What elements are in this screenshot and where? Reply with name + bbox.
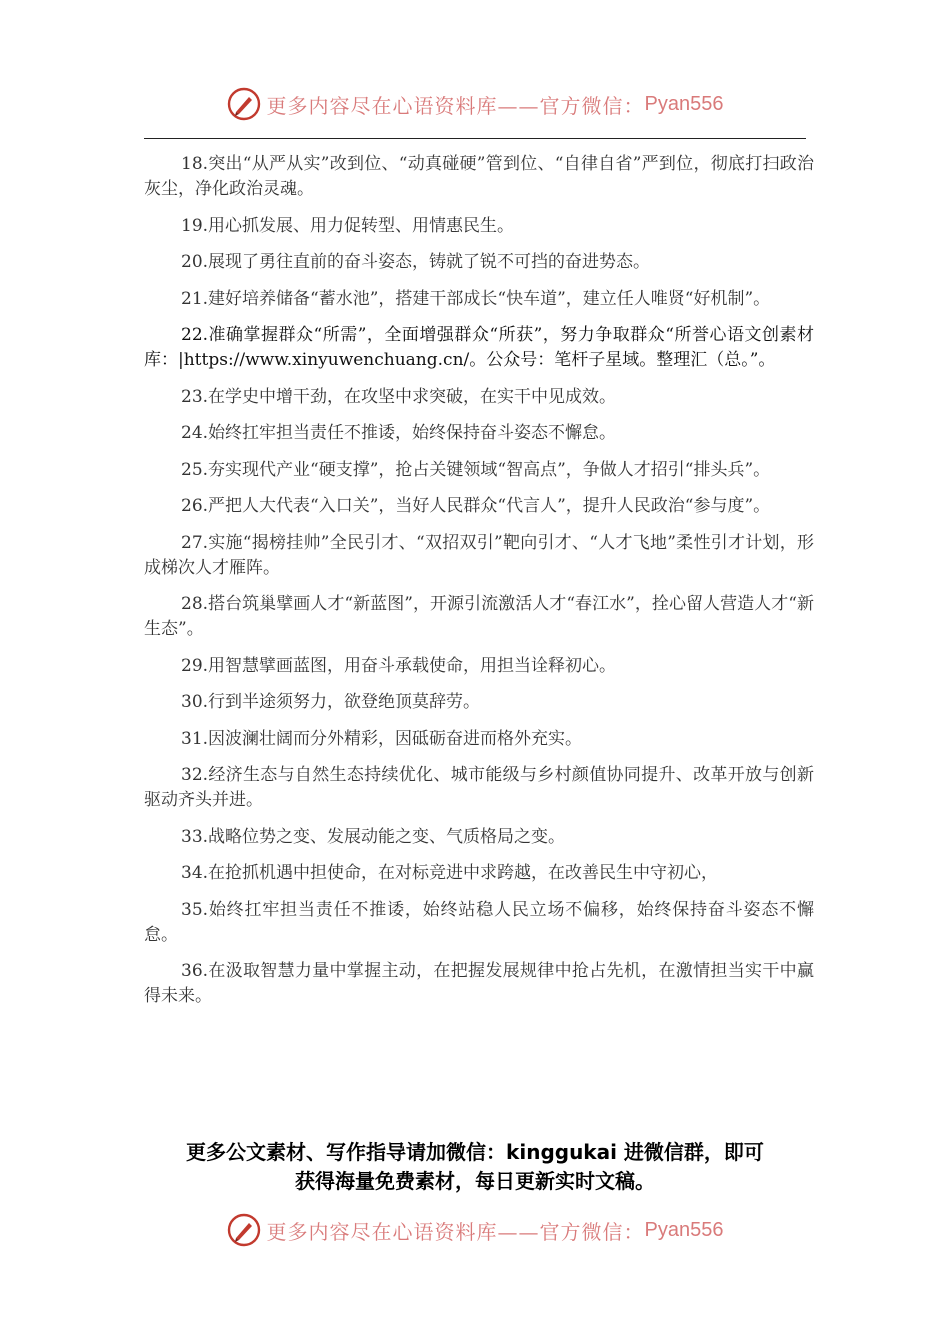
header-divider <box>144 138 806 139</box>
pen-logo-icon <box>227 87 261 121</box>
list-item: 22.准确掌握群众“所需”，全面增强群众“所获”，努力争取群众“所誉心语文创素材库：|https://www.xinyuwenchuang.cn/。公众号：笔杆子星域。整理汇（总。”。 <box>144 325 814 370</box>
pen-logo-icon <box>227 1213 261 1247</box>
list-item: 24.始终扛牢担当责任不推诿，始终保持奋斗姿态不懈怠。 <box>181 423 617 443</box>
list-item: 35.始终扛牢担当责任不推诿，始终站稳人民立场不偏移，始终保持奋斗姿态不懈怠。 <box>144 899 814 945</box>
list-item: 26.严把人大代表“入口关”，当好人民群众“代言人”，提升人民政治“参与度”。 <box>181 496 771 516</box>
header-banner <box>0 84 950 124</box>
list-item: 23.在学史中增干劲，在攻坚中求突破，在实干中见成效。 <box>181 386 617 407</box>
footer-banner-id: Pyan556 <box>644 1218 724 1241</box>
list-item: 30.行到半途须努力，欲登绝顶莫辞劳。 <box>181 692 481 712</box>
header-banner-id: Pyan556 <box>644 92 724 115</box>
list-item: 36.在汲取智慧力量中掌握主动，在把握发展规律中抢占先机，在激情担当实干中赢得未来。 <box>144 961 814 1006</box>
list-item: 20.展现了勇往直前的奋斗姿态，铸就了锐不可挡的奋进势态。 <box>181 252 651 272</box>
list-item: 21.建好培养储备“蓄水池”，搭建干部成长“快车道”，建立任人唯贤“好机制”。 <box>181 288 771 309</box>
list-item: 33.战略位势之变、发展动能之变、气质格局之变。 <box>181 826 566 847</box>
footer-note-line2: 获得海量免费素材，每日更新实时文稿。 <box>295 1169 655 1193</box>
list-item: 32.经济生态与自然生态持续优化、城市能级与乡村颜值协同提升、改革开放与创新驱动齐头并进。 <box>144 765 814 810</box>
list-item: 29.用智慧擘画蓝图，用奋斗承载使命，用担当诠释初心。 <box>181 655 617 676</box>
list-item: 25.夯实现代产业“硬支撑”，抢占关键领域“智高点”，争做人才招引“排头兵”。 <box>181 459 771 480</box>
list-item: 27.实施“揭榜挂帅”全民引才、“双招双引”靶向引才、“人才飞地”柔性引才计划，形成梯次人才雁阵。 <box>144 532 814 578</box>
footer-note-line1: 更多公文素材、写作指导请加微信：kinggukai 进微信群，即可 <box>186 1140 764 1164</box>
document-body <box>144 152 814 1021</box>
footer-note <box>120 1138 830 1196</box>
header-banner-text: 更多内容尽在心语资料库——官方微信： <box>266 93 645 118</box>
footer-banner-text: 更多内容尽在心语资料库——官方微信： <box>266 1219 645 1244</box>
footer-banner <box>0 1210 950 1250</box>
list-item: 31.因波澜壮阔而分外精彩，因砥砺奋进而格外充实。 <box>181 728 583 749</box>
list-item: 18.突出“从严从实”改到位、“动真碰硬”管到位、“自律自省”严到位，彻底打扫政治灰尘，净化政治灵魂。 <box>144 154 814 199</box>
list-item: 28.搭台筑巢擘画人才“新蓝图”，开源引流激活人才“春江水”，拴心留人营造人才“新生态”。 <box>144 594 814 639</box>
list-item: 19.用心抓发展、用力促转型、用情惠民生。 <box>181 215 515 236</box>
list-item: 34.在抢抓机遇中担使命，在对标竞进中求跨越，在改善民生中守初心， <box>181 863 719 883</box>
